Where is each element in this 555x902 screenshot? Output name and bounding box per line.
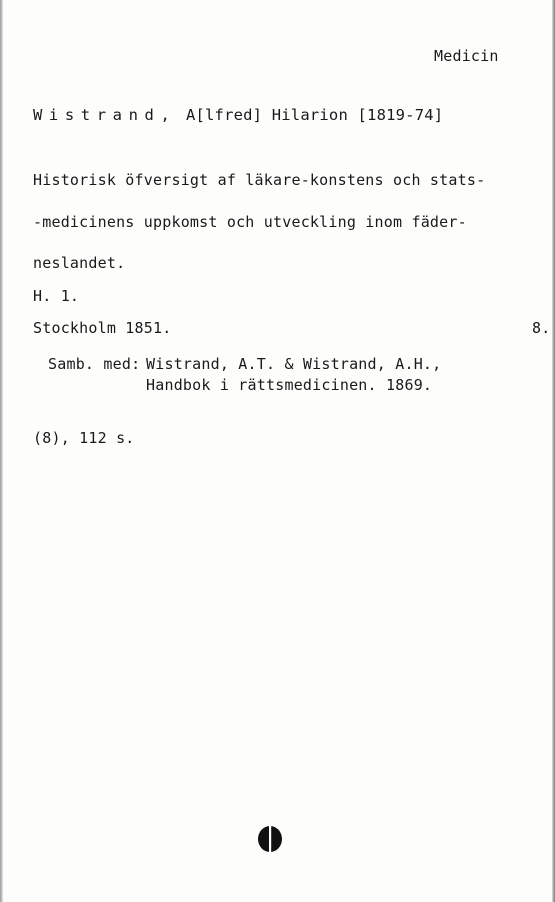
extent: (8), 112 s. [33,429,135,447]
author-given-names: A[lfred] Hilarion [1819-74] [185,106,444,124]
subject-heading: Medicin [434,47,499,65]
imprint: Stockholm 1851. [33,319,172,337]
author-surname: Wistrand, [33,106,177,124]
bound-with-line-2: Handbok i rättsmedicinen. 1869. [146,376,433,394]
card-left-edge [0,0,3,902]
bound-with-line-1: Wistrand, A.T. & Wistrand, A.H., [146,355,442,373]
title-line-3: neslandet. [33,254,126,272]
punch-hole-icon [257,825,283,853]
title-line-2: -medicinens uppkomst och utveckling inom fäder- [33,213,467,231]
format: 8. [532,319,551,337]
part-number: H. 1. [33,287,80,305]
title-line-1: Historisk öfversigt af läkare-konstens och stats- [33,171,486,189]
author-heading [33,106,443,124]
bound-with-label: Samb. med: [48,355,141,373]
